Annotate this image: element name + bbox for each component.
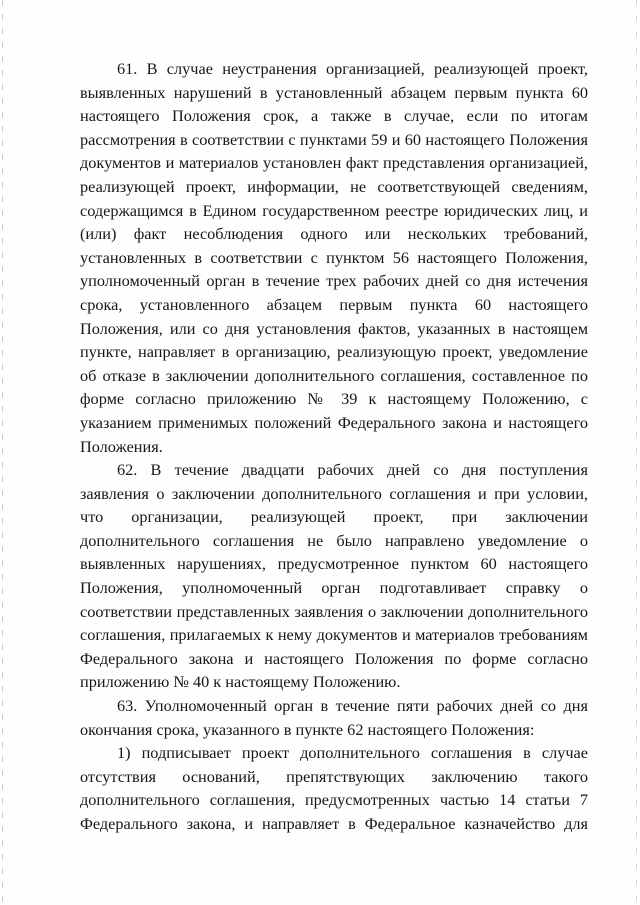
document-body [80,57,588,836]
paragraph-61: 61. В случае неустранения организацией, реализующей проект, выявленных нарушений в установленный абзацем первым пункта 60 настоящего Положения срок, а также в случае, если по итогам рассмотрения в соответствии с пунктами 59 и 60 настоящего Положения документов и материалов установлен факт представления организацией, реализующей проект, информации, не соответствующей сведениям, содержащимся в Едином государственном реестре юридических лиц, и (или) факт несоблюдения одного или нескольких требований, установленных в соответствии с пунктом 56 настоящего Положения, уполномоченный орган в течение трех рабочих дней со дня истечения срока, установленного абзацем первым пункта 60 настоящего Положения, или со дня установления фактов, указанных в настоящем пункте, направляет в организацию, реализующую проект, уведомление об отказе в заключении дополнительного соглашения, составленное по форме согласно приложению № 39 к настоящему Положению, с указанием применимых положений Федерального закона и настоящего Положения. [80,59,588,456]
paragraph-63-item-1: 1) подписывает проект дополнительного соглашения в случае отсутствия оснований, препятствующих заключению такого дополнительного соглашения, предусмотренных частью 14 статьи 7 Федерального закона, и направляет в Федеральное казначейство для [80,743,588,833]
paragraph-63: 63. Уполномоченный орган в течение пяти рабочих дней со дня окончания срока, указанного в пункте 62 настоящего Положения: [80,696,588,739]
scan-edge-left [2,0,3,905]
paragraph-62: 62. В течение двадцати рабочих дней со дня поступления заявления о заключении дополнительного соглашения и при условии, что организации, реализующей проект, при заключении дополнительного соглашения не было направлено уведомление о выявленных нарушениях, предусмотренное пунктом 60 настоящего Положения, уполномоченный орган подготавливает справку о соответствии представленных заявления о заключении дополнительного соглашения, прилагаемых к нему документов и материалов требованиям Федерального закона и настоящего Положения по форме согласно приложению № 40 к настоящему Положению. [80,460,588,692]
scan-edge-right [636,0,637,905]
